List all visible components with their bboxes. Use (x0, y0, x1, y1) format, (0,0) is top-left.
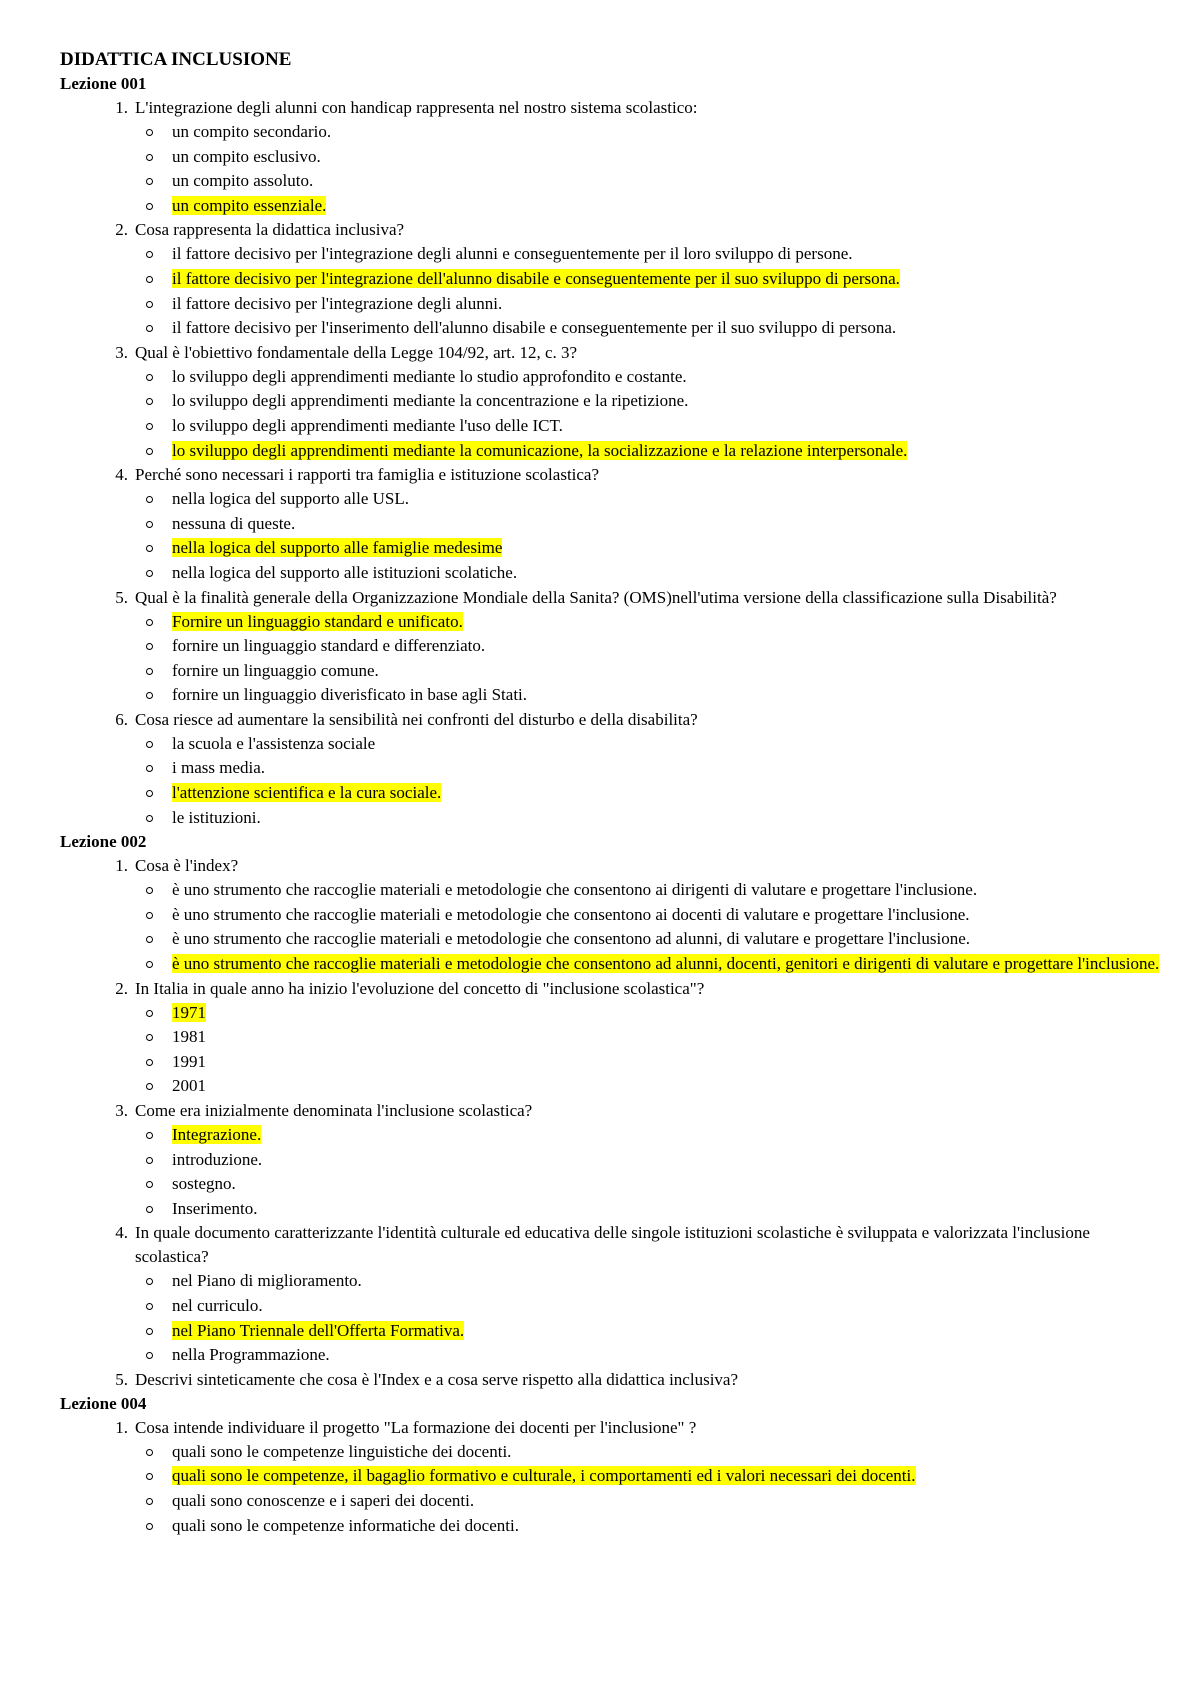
circle-bullet-icon (146, 448, 153, 455)
option-item (135, 512, 1160, 537)
option-text: introduzione. (172, 1149, 263, 1169)
option-text: 2001 (172, 1076, 206, 1096)
question-text: In quale documento caratterizzante l'identità culturale ed educativa delle singole istituzioni scolastiche è sviluppata e valorizzata l'inclusione scolastica? (135, 1223, 1090, 1267)
option-item (135, 267, 1160, 292)
option-text: quali sono le competenze linguistiche dei docenti. (172, 1441, 512, 1461)
document-title: DIDATTICA INCLUSIONE (60, 49, 292, 70)
highlighted-answer: Fornire un linguaggio standard e unificato. (172, 611, 463, 631)
option-text: fornire un linguaggio standard e differenziato. (172, 636, 486, 656)
option-text: è uno strumento che raccoglie materiali e metodologie che consentono ai docenti di valutare e progettare l'inclusione. (172, 904, 970, 924)
option-list (135, 242, 1160, 340)
question-item (60, 218, 1160, 340)
option-text: è uno strumento che raccoglie materiali e metodologie che consentono ai dirigenti di valutare e progettare l'inclusione. (172, 880, 978, 900)
option-item (135, 781, 1160, 806)
question-text: In Italia in quale anno ha inizio l'evoluzione del concetto di "inclusione scolastica"? (135, 978, 705, 998)
option-item (135, 1050, 1160, 1075)
option-item (135, 1172, 1160, 1197)
circle-bullet-icon (146, 398, 153, 405)
question-list (60, 1416, 1160, 1538)
option-text: quali sono le competenze informatiche dei docenti. (172, 1515, 519, 1535)
circle-bullet-icon (146, 1034, 153, 1041)
option-item (135, 536, 1160, 561)
circle-bullet-icon (146, 765, 153, 772)
option-text: nel curriculo. (172, 1295, 263, 1315)
circle-bullet-icon (146, 1449, 153, 1456)
option-text: nella Programmazione. (172, 1345, 330, 1365)
option-text: nessuna di queste. (172, 513, 296, 533)
question-number: 5. (115, 1369, 128, 1389)
option-list (135, 1001, 1160, 1099)
option-item (135, 1148, 1160, 1173)
question-item (60, 708, 1160, 830)
option-list (135, 610, 1160, 708)
option-list (135, 1269, 1160, 1367)
option-text: un compito secondario. (172, 122, 332, 141)
option-list (135, 120, 1160, 218)
question-item (60, 1099, 1160, 1221)
option-item (135, 634, 1160, 659)
option-text: nella logica del supporto alle istituzioni scolatiche. (172, 562, 518, 582)
option-text: i mass media. (172, 758, 266, 778)
option-text: le istituzioni. (172, 807, 261, 827)
option-item (135, 756, 1160, 781)
circle-bullet-icon (146, 1278, 153, 1285)
circle-bullet-icon (146, 178, 153, 185)
circle-bullet-icon (146, 570, 153, 577)
option-list (135, 1123, 1160, 1221)
question-item (60, 96, 1160, 218)
circle-bullet-icon (146, 374, 153, 381)
option-list (135, 365, 1160, 463)
question-text: Cosa è l'index? (135, 856, 239, 876)
question-text: Qual è la finalità generale della Organizzazione Mondiale della Sanita? (OMS)nell'utima versione della classificazione sulla Disabilità? (135, 587, 1057, 607)
option-text: 1981 (172, 1027, 206, 1047)
option-item (135, 1123, 1160, 1148)
option-item (135, 1197, 1160, 1222)
highlighted-answer: un compito essenziale. (172, 195, 327, 215)
option-item (135, 1489, 1160, 1514)
question-text: Cosa rappresenta la didattica inclusiva? (135, 220, 405, 240)
option-item (135, 439, 1160, 464)
question-text: L'integrazione degli alunni con handicap rappresenta nel nostro sistema scolastico: (135, 98, 698, 117)
option-text: nel Piano di miglioramento. (172, 1271, 362, 1291)
option-item (135, 927, 1160, 952)
option-item (135, 1464, 1160, 1489)
circle-bullet-icon (146, 1083, 153, 1090)
circle-bullet-icon (146, 251, 153, 258)
option-item (135, 952, 1160, 977)
circle-bullet-icon (146, 1328, 153, 1335)
option-item (135, 1294, 1160, 1319)
highlighted-answer: quali sono le competenze, il bagaglio formativo e culturale, i comportamenti ed i valori necessari dei docenti. (172, 1466, 916, 1486)
option-item (135, 659, 1160, 684)
option-item (135, 292, 1160, 317)
circle-bullet-icon (146, 1059, 153, 1066)
option-text: il fattore decisivo per l'inserimento dell'alunno disabile e conseguentemente per il suo sviluppo di persona. (172, 318, 897, 338)
option-text: fornire un linguaggio diverisficato in base agli Stati. (172, 685, 528, 705)
question-number: 2. (115, 978, 128, 998)
option-text: quali sono conoscenze e i saperi dei docenti. (172, 1490, 475, 1510)
circle-bullet-icon (146, 692, 153, 699)
option-text: lo sviluppo degli apprendimenti mediante la concentrazione e la ripetizione. (172, 391, 689, 411)
circle-bullet-icon (146, 1473, 153, 1480)
highlighted-answer: 1971 (172, 1002, 206, 1022)
circle-bullet-icon (146, 325, 153, 332)
question-number: 3. (115, 342, 128, 362)
option-item (135, 1440, 1160, 1465)
option-text: lo sviluppo degli apprendimenti mediante l'uso delle ICT. (172, 415, 563, 435)
question-text: Cosa intende individuare il progetto "La formazione dei docenti per l'inclusione" ? (135, 1417, 697, 1437)
option-item (135, 487, 1160, 512)
option-text: la scuola e l'assistenza sociale (172, 733, 376, 753)
circle-bullet-icon (146, 936, 153, 943)
circle-bullet-icon (146, 1157, 153, 1164)
question-text: Cosa riesce ad aumentare la sensibilità nei confronti del disturbo e della disabilita? (135, 709, 698, 729)
circle-bullet-icon (146, 154, 153, 161)
circle-bullet-icon (146, 203, 153, 210)
option-item (135, 365, 1160, 390)
option-item (135, 1343, 1160, 1368)
circle-bullet-icon (146, 1132, 153, 1139)
question-number: 4. (115, 465, 128, 485)
option-text: sostegno. (172, 1174, 236, 1194)
option-text: Inserimento. (172, 1198, 258, 1218)
lesson-heading: Lezione 004 (60, 1393, 147, 1413)
option-text: 1991 (172, 1051, 206, 1071)
option-item (135, 120, 1160, 145)
question-item (60, 854, 1160, 976)
lesson-heading: Lezione 001 (60, 74, 147, 93)
question-item (60, 1368, 1160, 1392)
option-item (135, 1074, 1160, 1099)
option-list (135, 732, 1160, 830)
option-item (135, 242, 1160, 267)
lessons-container (60, 72, 1160, 1538)
option-text: il fattore decisivo per l'integrazione degli alunni e conseguentemente per il loro sviluppo di persone. (172, 244, 853, 264)
circle-bullet-icon (146, 961, 153, 968)
circle-bullet-icon (146, 423, 153, 430)
option-item (135, 732, 1160, 757)
question-number: 1. (115, 856, 128, 876)
lesson-heading: Lezione 002 (60, 832, 147, 852)
option-item (135, 1001, 1160, 1026)
option-list (135, 487, 1160, 585)
circle-bullet-icon (146, 668, 153, 675)
circle-bullet-icon (146, 643, 153, 650)
highlighted-answer: l'attenzione scientifica e la cura sociale. (172, 783, 442, 803)
question-item (60, 586, 1160, 708)
question-item (60, 341, 1160, 463)
circle-bullet-icon (146, 521, 153, 528)
circle-bullet-icon (146, 741, 153, 748)
question-item (60, 1416, 1160, 1538)
circle-bullet-icon (146, 545, 153, 552)
option-item (135, 1514, 1160, 1539)
option-text: fornire un linguaggio comune. (172, 660, 379, 680)
option-text: è uno strumento che raccoglie materiali e metodologie che consentono ad alunni, di valutare e progettare l'inclusione. (172, 929, 970, 949)
option-item (135, 194, 1160, 219)
question-number: 5. (115, 587, 128, 607)
question-text: Perché sono necessari i rapporti tra famiglia e istituzione scolastica? (135, 465, 600, 485)
circle-bullet-icon (146, 276, 153, 283)
highlighted-answer: è uno strumento che raccoglie materiali e metodologie che consentono ad alunni, docenti, genitori e dirigenti di valutare e progettare l'inclusione. (172, 954, 1160, 974)
question-number: 3. (115, 1101, 128, 1120)
option-item (135, 1319, 1160, 1344)
option-item (135, 169, 1160, 194)
question-number: 6. (115, 709, 128, 729)
option-item (135, 414, 1160, 439)
question-number: 2. (115, 220, 128, 240)
circle-bullet-icon (146, 1352, 153, 1359)
circle-bullet-icon (146, 496, 153, 503)
option-item (135, 610, 1160, 635)
question-text: Qual è l'obiettivo fondamentale della Legge 104/92, art. 12, c. 3? (135, 342, 578, 362)
circle-bullet-icon (146, 619, 153, 626)
option-item (135, 903, 1160, 928)
question-item (60, 463, 1160, 585)
circle-bullet-icon (146, 887, 153, 894)
option-text: il fattore decisivo per l'integrazione degli alunni. (172, 293, 503, 313)
circle-bullet-icon (146, 1206, 153, 1213)
highlighted-answer: nel Piano Triennale dell'Offerta Formativa. (172, 1320, 465, 1340)
question-item (60, 1221, 1160, 1367)
circle-bullet-icon (146, 129, 153, 136)
question-text: Come era inizialmente denominata l'inclusione scolastica? (135, 1101, 533, 1120)
option-text: nella logica del supporto alle USL. (172, 489, 409, 509)
highlighted-answer: Integrazione. (172, 1125, 262, 1144)
highlighted-answer: il fattore decisivo per l'integrazione dell'alunno disabile e conseguentemente per il suo sviluppo di persona. (172, 268, 900, 288)
circle-bullet-icon (146, 815, 153, 822)
highlighted-answer: nella logica del supporto alle famiglie medesime (172, 538, 503, 558)
question-number: 4. (115, 1223, 128, 1243)
question-list (60, 96, 1160, 830)
option-list (135, 1440, 1160, 1538)
circle-bullet-icon (146, 1523, 153, 1530)
option-item (135, 316, 1160, 341)
option-item (135, 145, 1160, 170)
option-item (135, 389, 1160, 414)
option-text: un compito assoluto. (172, 171, 314, 191)
circle-bullet-icon (146, 301, 153, 308)
question-item (60, 977, 1160, 1099)
option-text: lo sviluppo degli apprendimenti mediante lo studio approfondito e costante. (172, 366, 687, 386)
circle-bullet-icon (146, 1303, 153, 1310)
option-item (135, 683, 1160, 708)
question-number: 1. (115, 98, 128, 117)
circle-bullet-icon (146, 1181, 153, 1188)
option-item (135, 806, 1160, 831)
question-text: Descrivi sinteticamente che cosa è l'Index e a cosa serve rispetto alla didattica inclusiva? (135, 1369, 739, 1389)
option-list (135, 878, 1160, 976)
option-item (135, 1269, 1160, 1294)
question-list (60, 854, 1160, 1392)
option-item (135, 1025, 1160, 1050)
question-number: 1. (115, 1417, 128, 1437)
option-item (135, 878, 1160, 903)
highlighted-answer: lo sviluppo degli apprendimenti mediante la comunicazione, la socializzazione e la relazione interpersonale. (172, 440, 908, 460)
option-item (135, 561, 1160, 586)
circle-bullet-icon (146, 912, 153, 919)
option-text: un compito esclusivo. (172, 146, 321, 166)
circle-bullet-icon (146, 1498, 153, 1505)
document (60, 47, 1160, 1538)
circle-bullet-icon (146, 1010, 153, 1017)
circle-bullet-icon (146, 790, 153, 797)
